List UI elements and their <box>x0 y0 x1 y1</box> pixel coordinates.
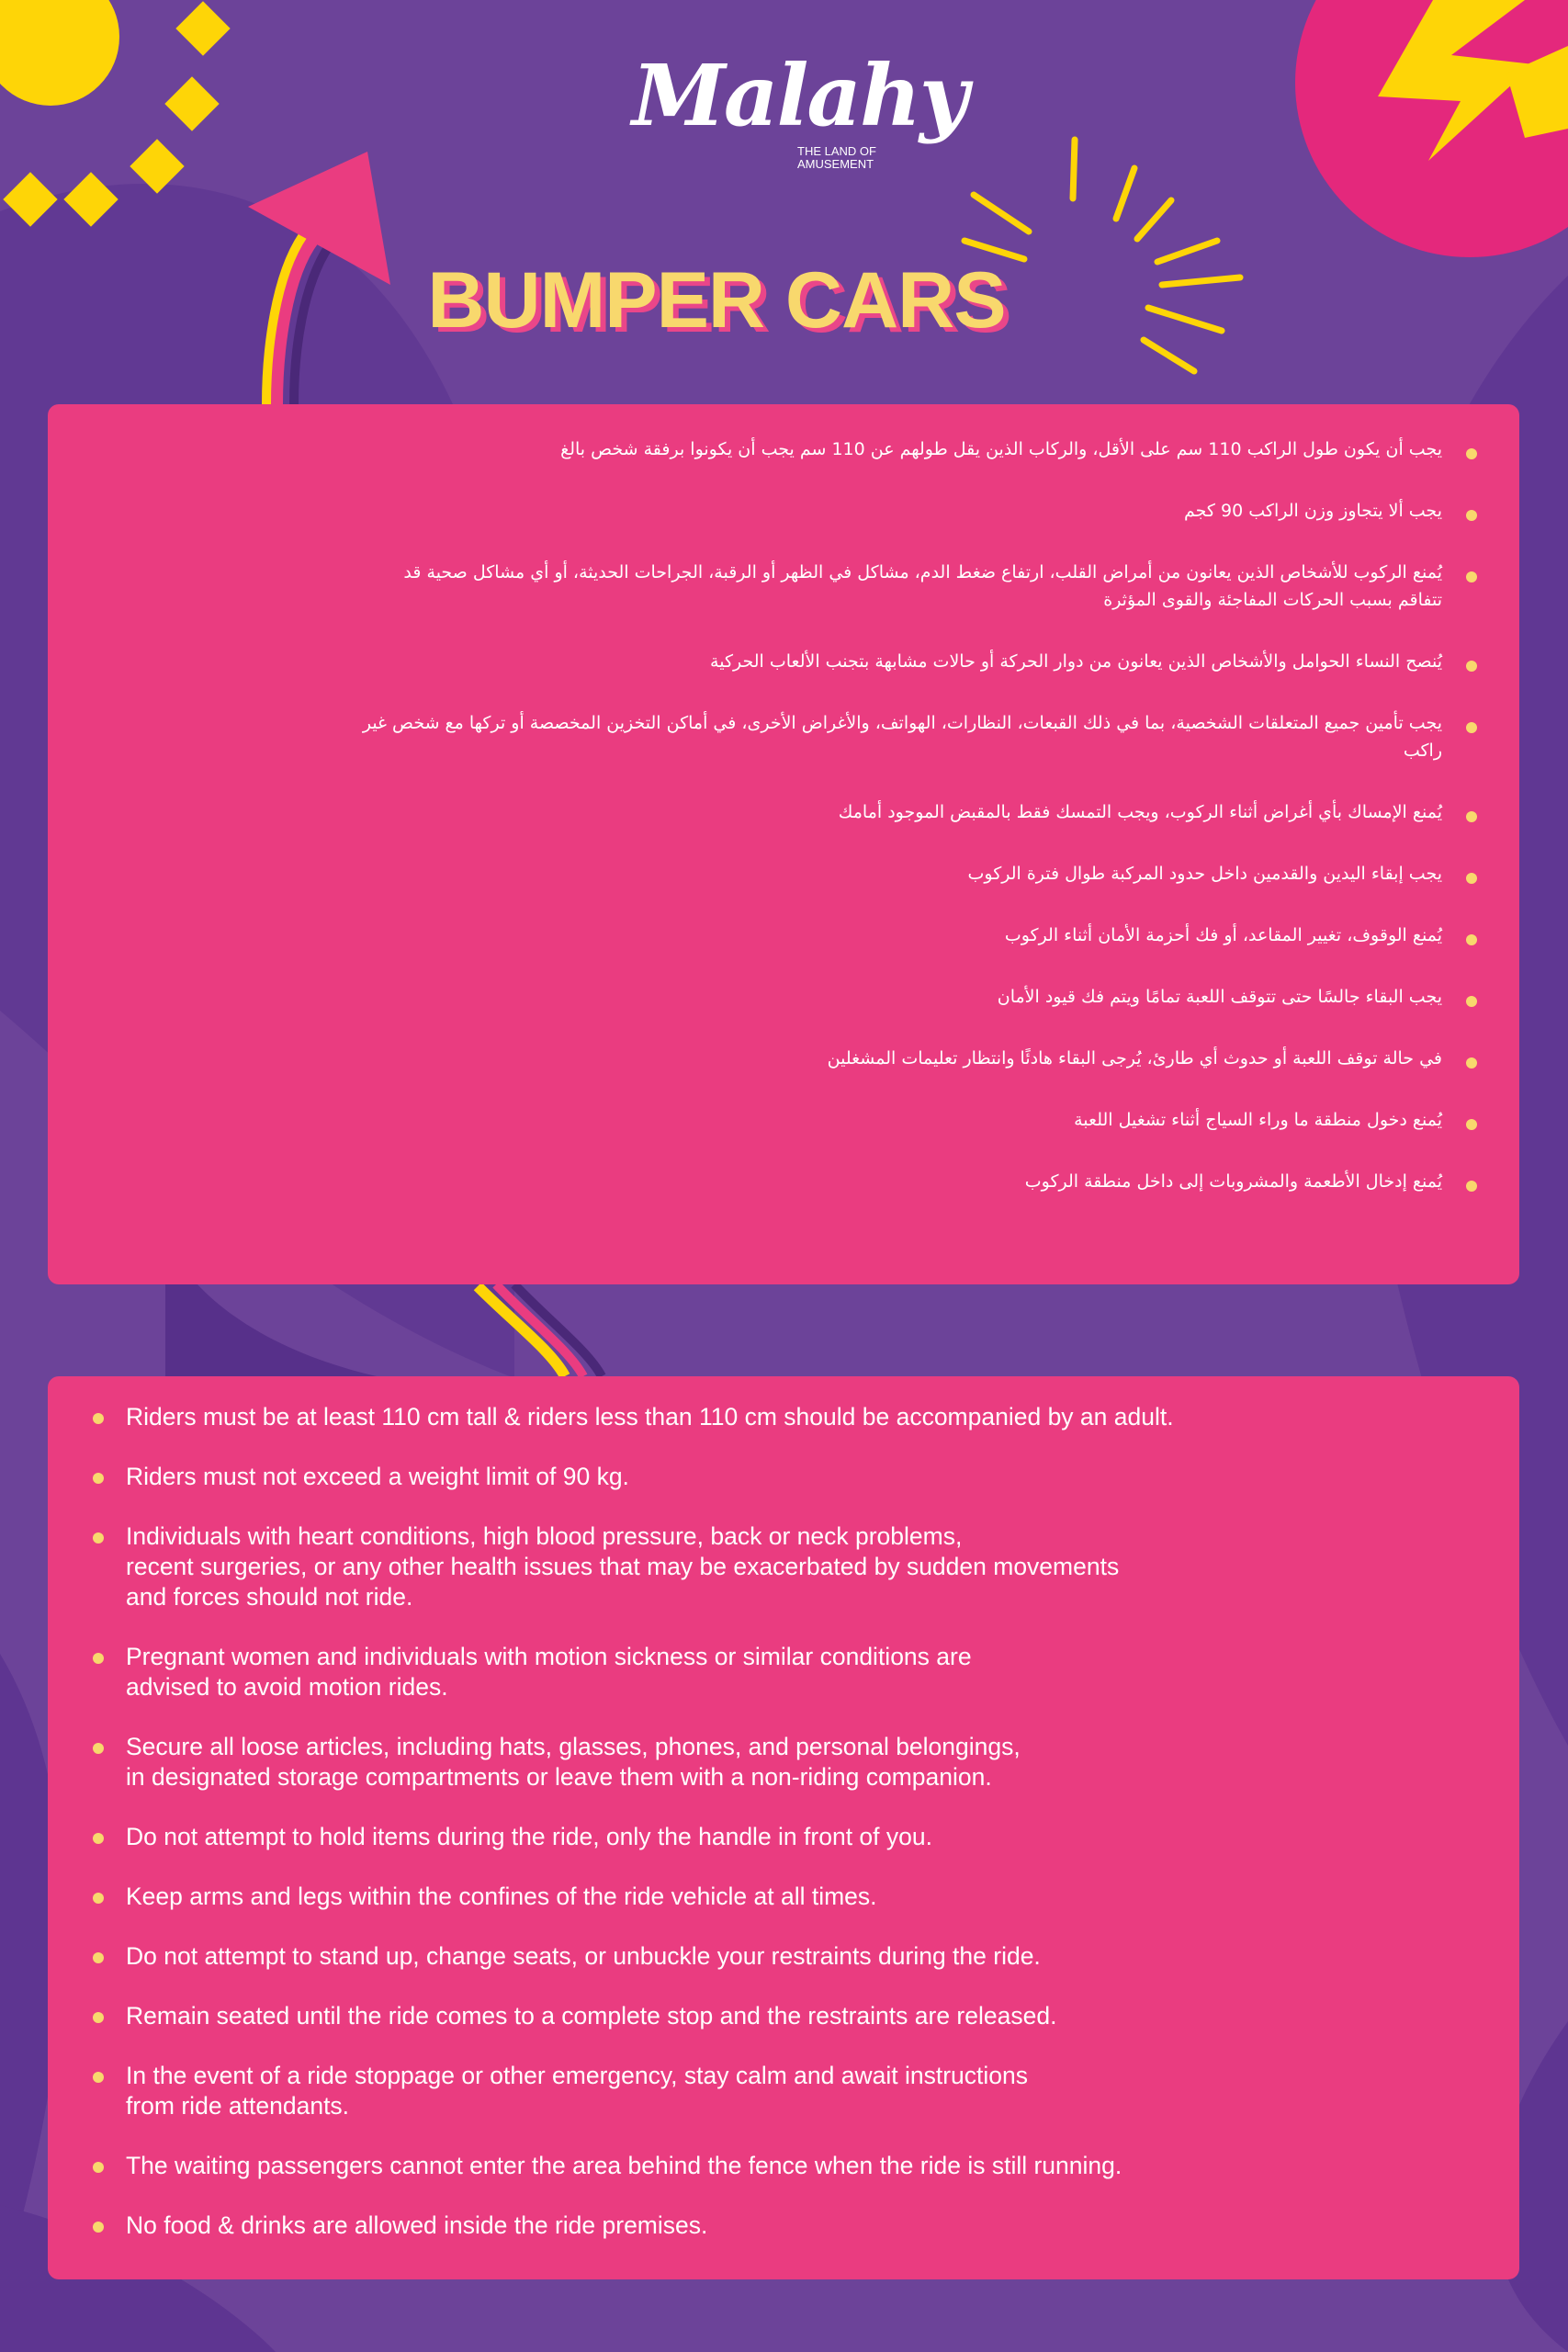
rule-item-ar: يجب إبقاء اليدين والقدمين داخل حدود المركبة طوال فترة الركوب <box>358 860 1442 888</box>
rule-item-ar: يُمنع الركوب للأشخاص الذين يعانون من أمراض القلب، ارتفاع ضغط الدم، مشاكل في الظهر أو الرقبة، الجراحات الحديثة، أو أي مشاكل صحية قد تتفاقم بسبب الحركات المفاجئة والقوى المؤثرة <box>358 559 1442 614</box>
rule-item-ar: يُنصح النساء الحوامل والأشخاص الذين يعانون من دوار الحركة أو حالات مشابهة بتجنب الألعاب الحركية <box>358 648 1442 675</box>
rule-item-en: Riders must be at least 110 cm tall & riders less than 110 cm should be accompanied by an adult. <box>126 1402 1283 1432</box>
brand-tagline-line1: THE LAND OF <box>797 144 876 158</box>
rule-item-ar: يجب أن يكون طول الراكب 110 سم على الأقل، والركاب الذين يقل طولهم عن 110 سم يجب أن يكونوا برفقة شخص بالغ <box>358 435 1442 463</box>
page-title: BUMPER CARS <box>427 256 1006 345</box>
rules-list-english <box>126 1402 1283 2270</box>
brand-logo <box>614 46 967 191</box>
rules-list-arabic <box>358 435 1442 1229</box>
rule-item-en: Secure all loose articles, including hats, glasses, phones, and personal belongings, in designated storage compartments or leave them with a non-riding companion. <box>126 1732 1283 1792</box>
rule-item-en: Riders must not exceed a weight limit of 90 kg. <box>126 1462 1283 1492</box>
rule-item-en: Do not attempt to stand up, change seats, or unbuckle your restraints during the ride. <box>126 1941 1283 1972</box>
rule-item-en: Keep arms and legs within the confines of the ride vehicle at all times. <box>126 1882 1283 1912</box>
brand-tagline-line2: AMUSEMENT <box>797 157 874 171</box>
rule-item-en: In the event of a ride stoppage or other emergency, stay calm and await instructions from ride attendants. <box>126 2061 1283 2121</box>
rule-item-ar: يجب ألا يتجاوز وزن الراكب 90 كجم <box>358 497 1442 525</box>
brand-name: Malahy <box>632 46 967 145</box>
rule-item-ar: يُمنع دخول منطقة ما وراء السياج أثناء تشغيل اللعبة <box>358 1106 1442 1134</box>
rule-item-ar: في حالة توقف اللعبة أو حدوث أي طارئ، يُرجى البقاء هادئًا وانتظار تعليمات المشغلين <box>358 1045 1442 1072</box>
rules-panel-arabic <box>48 404 1519 1284</box>
rule-item-en: The waiting passengers cannot enter the area behind the fence when the ride is still running. <box>126 2151 1283 2181</box>
rules-panel-english <box>48 1376 1519 2279</box>
rule-item-ar: يُمنع الإمساك بأي أغراض أثناء الركوب، ويجب التمسك فقط بالمقبض الموجود أمامك <box>358 798 1442 826</box>
rule-item-en: Remain seated until the ride comes to a complete stop and the restraints are released. <box>126 2001 1283 2031</box>
rule-item-en: Pregnant women and individuals with motion sickness or similar conditions are advised to avoid motion rides. <box>126 1642 1283 1702</box>
rule-item-en: Individuals with heart conditions, high blood pressure, back or neck problems, recent surgeries, or any other health issues that may be exacerbated by sudden movements and forces should not ride. <box>126 1521 1283 1612</box>
rule-item-ar: يجب تأمين جميع المتعلقات الشخصية، بما في ذلك القبعات، النظارات، الهواتف، والأغراض الأخرى، في أماكن التخزين المخصصة أو تركها مع شخص غير راكب <box>358 709 1442 764</box>
brand-tagline <box>797 145 908 171</box>
rule-item-en: No food & drinks are allowed inside the ride premises. <box>126 2211 1283 2241</box>
rule-item-ar: يُمنع الوقوف، تغيير المقاعد، أو فك أحزمة الأمان أثناء الركوب <box>358 922 1442 949</box>
rule-item-en: Do not attempt to hold items during the ride, only the handle in front of you. <box>126 1822 1283 1852</box>
rule-item-ar: يجب البقاء جالسًا حتى تتوقف اللعبة تمامًا ويتم فك قيود الأمان <box>358 983 1442 1011</box>
rule-item-ar: يُمنع إدخال الأطعمة والمشروبات إلى داخل منطقة الركوب <box>358 1168 1442 1195</box>
